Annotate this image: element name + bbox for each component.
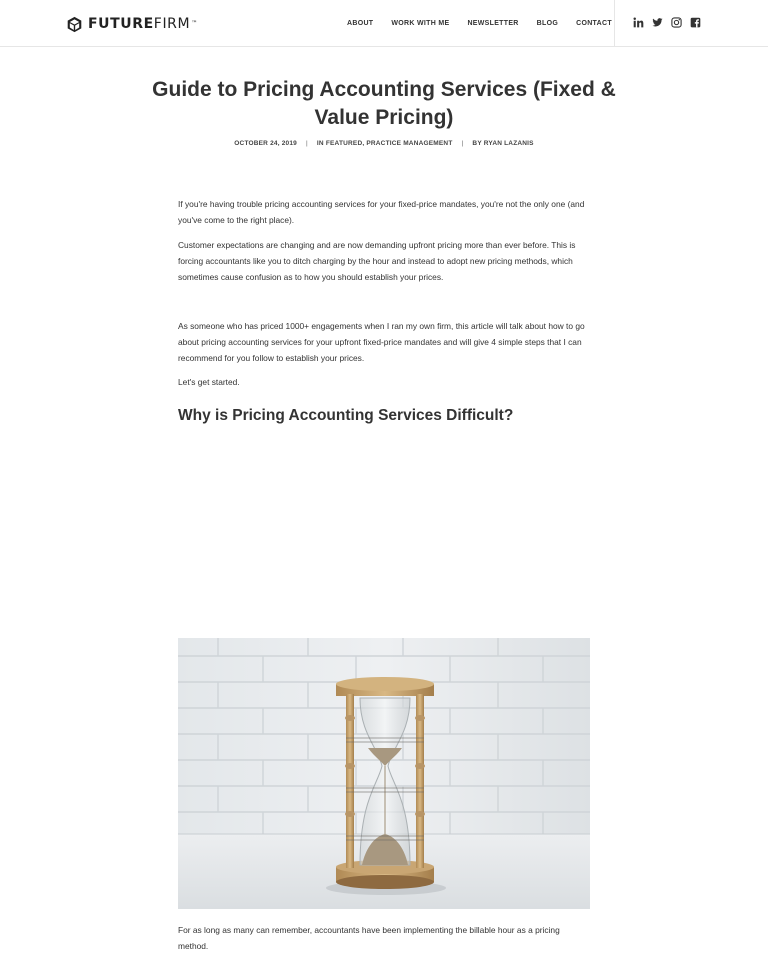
instagram-link[interactable] [671, 17, 682, 28]
author-prefix: BY [472, 140, 482, 147]
post-title: Guide to Pricing Accounting Services (Fixed & Value Pricing) [152, 78, 616, 129]
futurefirm-logo-icon [66, 16, 83, 33]
logo-trademark: ™ [191, 19, 198, 27]
facebook-icon [690, 17, 701, 28]
site-header [0, 0, 768, 47]
hourglass-photo [178, 638, 590, 909]
nav-newsletter[interactable]: NEWSLETTER [467, 20, 519, 27]
nav-blog[interactable]: BLOG [536, 20, 559, 27]
paragraph-billable-hour: For as long as many can remember, accountants have been implementing the billable hour as a pricing method. [178, 925, 560, 951]
logo-text-bold: FUTURE [88, 15, 154, 32]
facebook-link[interactable] [690, 17, 701, 28]
linkedin-icon [633, 17, 644, 28]
section-heading: Why is Pricing Accounting Services Difficult? [178, 407, 514, 424]
meta-separator: | [306, 140, 308, 147]
category-prefix: IN [316, 140, 324, 147]
post-categories[interactable]: FEATURED, PRACTICE MANAGEMENT [325, 140, 453, 147]
meta-separator: | [461, 140, 464, 147]
paragraph-lets-get-started: Let's get started. [178, 377, 240, 387]
twitter-link[interactable] [652, 17, 663, 28]
post-author[interactable]: RYAN LAZANIS [483, 140, 534, 147]
nav-about[interactable]: ABOUT [347, 20, 374, 27]
site-logo[interactable] [66, 14, 198, 34]
nav-work-with-me[interactable]: WORK WITH ME [391, 20, 450, 27]
paragraph-customer-expectations: Customer expectations are changing and are now demanding upfront pricing more than ever before. This is forcing accountants like you to ditch charging by the hour and instead to adopt new pricing methods, which sometimes cause confusion as to how you should establish your prices. [178, 240, 576, 282]
social-links [633, 17, 701, 28]
post-meta [134, 140, 634, 147]
logo-text-light: FIRM [153, 15, 191, 32]
main-nav [347, 19, 612, 29]
paragraph-intro: If you're having trouble pricing accounting services for your fixed-price mandates, you're not the only one (and you've come to the right place). [178, 199, 585, 225]
instagram-icon [671, 17, 682, 28]
logo-wordmark [88, 16, 198, 33]
linkedin-link[interactable] [633, 17, 644, 28]
nav-divider [614, 0, 615, 47]
post-date: OCTOBER 24, 2019 [234, 140, 297, 147]
twitter-icon [652, 17, 663, 28]
paragraph-experience: As someone who has priced 1000+ engagements when I ran my own firm, this article will talk about how to go about pricing accounting services for your upfront fixed-price mandates and will give 4 simple steps that I can recommend for you follow to establish your prices. [178, 321, 585, 363]
hourglass-image [178, 638, 590, 909]
nav-contact[interactable]: CONTACT [576, 20, 612, 27]
